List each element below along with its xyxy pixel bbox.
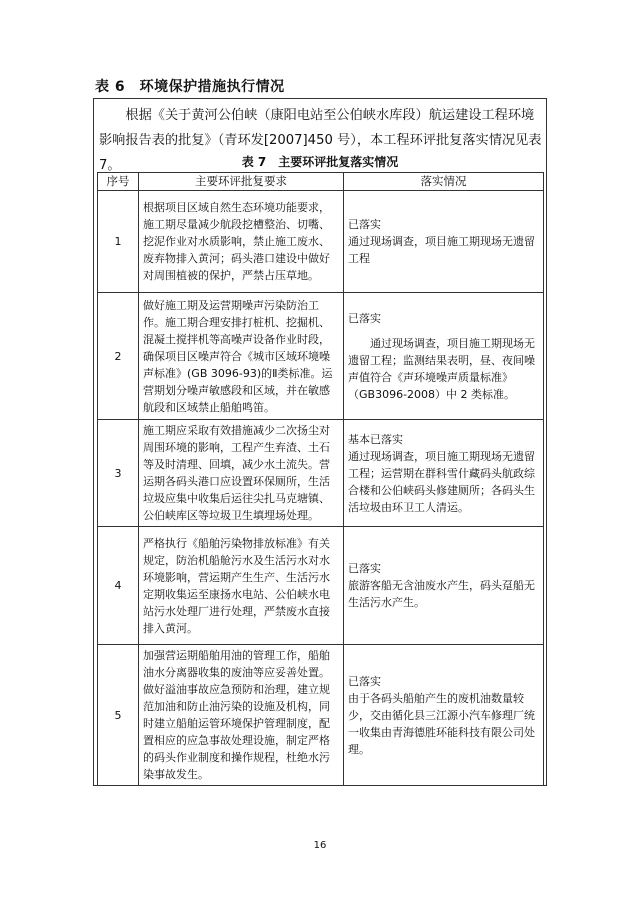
table-row	[98, 293, 544, 420]
section-title: 表 6 环境保护措施执行情况	[95, 79, 285, 95]
status-detail: 通过现场调查，项目施工期现场无遗留工程；监测结果表明，昼、夜间噪声值符合《声环境噪声质量标准》（GB3096-2008）中 2 类标准。	[348, 336, 535, 401]
status-label: 已落实	[348, 311, 381, 325]
row-number: 4	[98, 527, 139, 645]
approval-table	[97, 172, 544, 786]
table-row	[98, 645, 544, 786]
status-cell	[344, 527, 544, 645]
requirement-cell: 根据项目区域自然生态环境功能要求，施工期尽量减少航段挖槽整治、切嘴、挖泥作业对水质影响，禁止施工废水、废弃物排入黄河；码头港口建设中做好对周围植被的保护，严禁占压草地。	[139, 191, 344, 293]
row-number: 1	[98, 191, 139, 293]
status-detail: 通过现场调查，项目施工期现场无遗留工程；运营期在群科雪什藏码头航政综合楼和公伯峡码头修建厕所；各码头生活垃圾由环卫工人清运。	[348, 449, 535, 514]
row-number: 3	[98, 420, 139, 527]
requirement-cell: 严格执行《船舶污染物排放标准》有关规定，防治机船舱污水及生活污水对水环境影响，营运期产生生产、生活污水定期收集运至康扬水电站、公伯峡水电站污水处理厂进行处理，严禁废水直接排入黄河。	[139, 527, 344, 645]
table-caption: 表 7 主要环评批复落实情况	[241, 155, 399, 169]
requirement-cell: 施工期应采取有效措施减少二次扬尘对周围环境的影响，工程产生弃渣、土石等及时清理、回填，减少水土流失。营运期各码头港口应设置环保厕所，生活垃圾应集中收集后运往尖扎马克塘镇、公伯峡库区等垃圾卫生填埋场处理。	[139, 420, 344, 527]
status-detail: 旅游客船无含油废水产生，码头趸船无生活污水产生。	[348, 579, 535, 609]
status-label: 已落实	[348, 562, 381, 575]
table-header-row	[98, 173, 544, 191]
requirement-cell: 加强营运期船舶用油的管理工作，船舶油水分离器收集的废油等应妥善处置。做好溢油事故应急预防和治理，建立规范加油和防止油污染的设施及机构，同时建立船舶运管环境保护管理制度，配置相应的应急事故处理设施，制定严格的码头作业制度和操作规程，杜绝水污染事故发生。	[139, 645, 344, 786]
status-detail: 通过现场调查，项目施工期现场无遗留工程	[348, 235, 535, 265]
table-row	[98, 191, 544, 293]
requirement-cell: 做好施工期及运营期噪声污染防治工作。施工期合理安排打桩机、挖掘机、混凝土搅拌机等高噪声设备作业时段，确保项目区噪声符合《城市区域环境噪声标准》(GB 3096-93)的Ⅱ类标准。运营期划分噪声敏感段和区域，并在敏感航段和区域禁止船舶鸣笛。	[139, 293, 344, 420]
status-cell	[344, 191, 544, 293]
status-cell	[344, 645, 544, 786]
table-row	[98, 527, 544, 645]
row-number: 2	[98, 293, 139, 420]
status-detail: 由于各码头船舶产生的废机油数量较少，交由循化县三江源小汽车修理厂统一收集由青海德胜环能科技有限公司处理。	[348, 691, 535, 756]
header-requirement: 主要环评批复要求	[139, 173, 344, 191]
page-number: 16	[313, 840, 327, 851]
table-row	[98, 420, 544, 527]
status-cell	[344, 420, 544, 527]
status-label: 已落实	[348, 674, 381, 688]
status-cell	[344, 293, 544, 420]
status-label: 已落实	[348, 218, 381, 231]
header-status: 落实情况	[344, 173, 544, 191]
header-no: 序号	[98, 173, 139, 191]
intro-paragraph: 根据《关于黄河公伯峡（康阳电站至公伯峡水库段）航运建设工程环境影响报告表的批复》（青环发[2007]450 号），本工程环评批复落实情况见表 7。	[99, 108, 542, 173]
row-number: 5	[98, 645, 139, 786]
status-label: 基本已落实	[348, 432, 403, 446]
